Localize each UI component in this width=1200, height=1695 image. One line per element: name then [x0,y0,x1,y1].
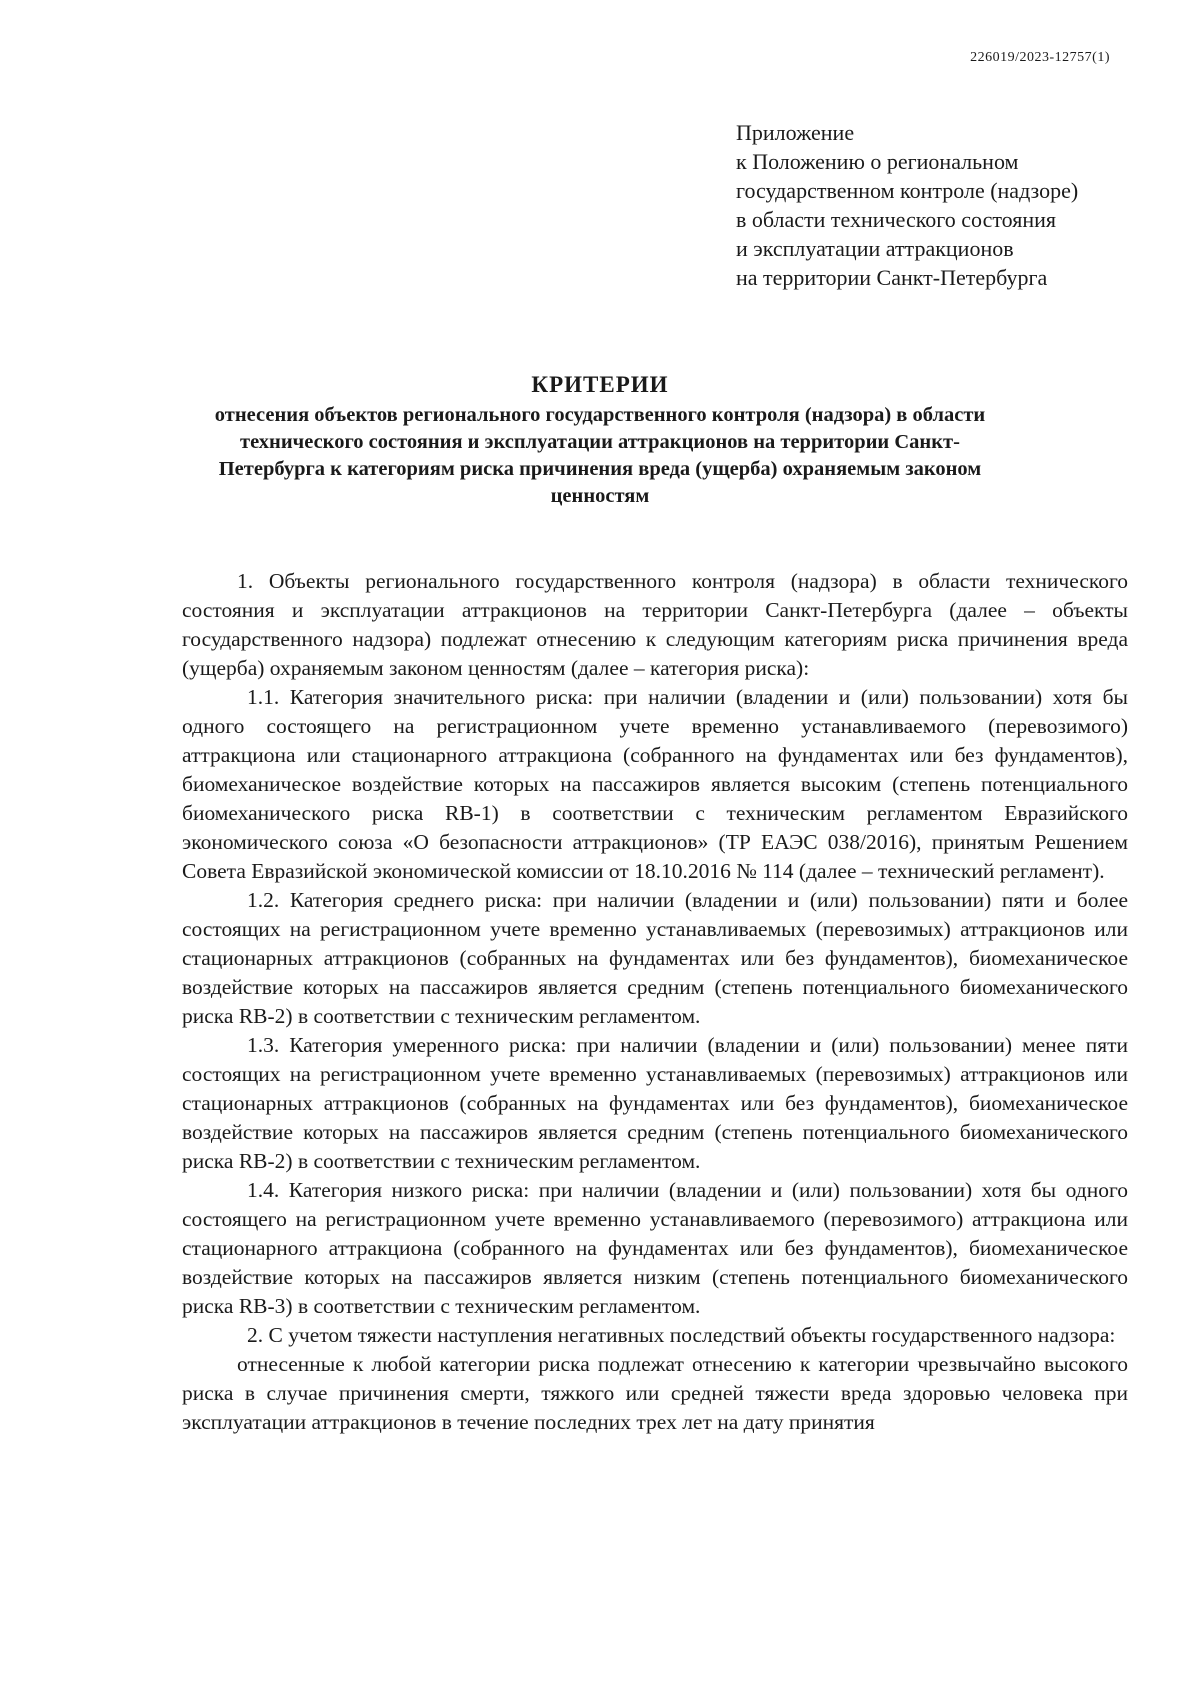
paragraph-1-4: 1.4. Категория низкого риска: при наличии (владении и (или) пользовании) хотя бы одного состоящего на регистрационном учете временно устанавливаемого (перевозимого) аттракциона или стационарного аттракциона (собранного на фундаментах или без фундаментов), биомеханическое воздействие которых на пассажиров является низким (степень потенциального биомеханического риска RB-3) в соответствии с техническим регламентом. [182,1178,1128,1318]
paragraph-1-3: 1.3. Категория умеренного риска: при наличии (владении и (или) пользовании) менее пяти состоящих на регистрационном учете временно устанавливаемых (перевозимых) аттракционов или стационарных аттракционов (собранных на фундаментах или без фундаментов), биомеханическое воздействие которых на пассажиров является средним (степень потенциального биомеханического риска RB-2) в соответствии с техническим регламентом. [182,1033,1128,1173]
appendix-line: на территории Санкт-Петербурга [736,265,1048,290]
appendix-block [736,118,1078,292]
paragraph-1: 1. Объекты регионального государственного контроля (надзора) в области технического состояния и эксплуатации аттракционов на территории Санкт-Петербурга (далее – объекты государственного надзора) подлежат отнесению к следующим категориям риска причинения вреда (ущерба) охраняемым законом ценностям (далее – категория риска): [182,569,1128,680]
appendix-line: в области технического состояния [736,207,1057,232]
appendix-line: к Положению о региональном [736,149,1019,174]
heading-title: КРИТЕРИИ [531,372,669,397]
paragraph-2: 2. С учетом тяжести наступления негативных последствий объекты государственного надзора: [247,1323,1116,1347]
heading-subtitle: отнесения объектов регионального государственного контроля (надзора) в области технического состояния и эксплуатации аттракционов на территории Санкт-Петербурга к категориям риска причинения вреда (ущерба) охраняемым законом ценностям [214,404,986,507]
document-body [182,567,1128,1437]
appendix-line: государственном контроле (надзоре) [736,178,1079,203]
appendix-line: Приложение [736,120,855,145]
paragraph-2-text: отнесенные к любой категории риска подлежат отнесению к категории чрезвычайно высокого риска в случае причинения смерти, тяжкого или средней тяжести вреда здоровью человека при эксплуатации аттракционов в течение последних трех лет на дату принятия [182,1352,1128,1434]
document-heading [190,370,1010,510]
document-number: 226019/2023-12757(1) [970,50,1110,65]
appendix-line: и эксплуатации аттракционов [736,236,1014,261]
paragraph-1-1: 1.1. Категория значительного риска: при наличии (владении и (или) пользовании) хотя бы одного состоящего на регистрационном учете временно устанавливаемого (перевозимого) аттракциона или стационарного аттракциона (собранного на фундаментах или без фундаментов), биомеханическое воздействие которых на пассажиров является высоким (степень потенциального биомеханического риска RB-1) в соответствии с техническим регламентом Евразийского экономического союза «О безопасности аттракционов» (ТР ЕАЭС 038/2016), принятым Решением Совета Евразийской экономической комиссии от 18.10.2016 № 114 (далее – технический регламент). [182,685,1128,883]
paragraph-1-2: 1.2. Категория среднего риска: при наличии (владении и (или) пользовании) пяти и более состоящих на регистрационном учете временно устанавливаемых (перевозимых) аттракционов или стационарных аттракционов (собранных на фундаментах или без фундаментов), биомеханическое воздействие которых на пассажиров является средним (степень потенциального биомеханического риска RB-2) в соответствии с техническим регламентом. [182,888,1128,1028]
